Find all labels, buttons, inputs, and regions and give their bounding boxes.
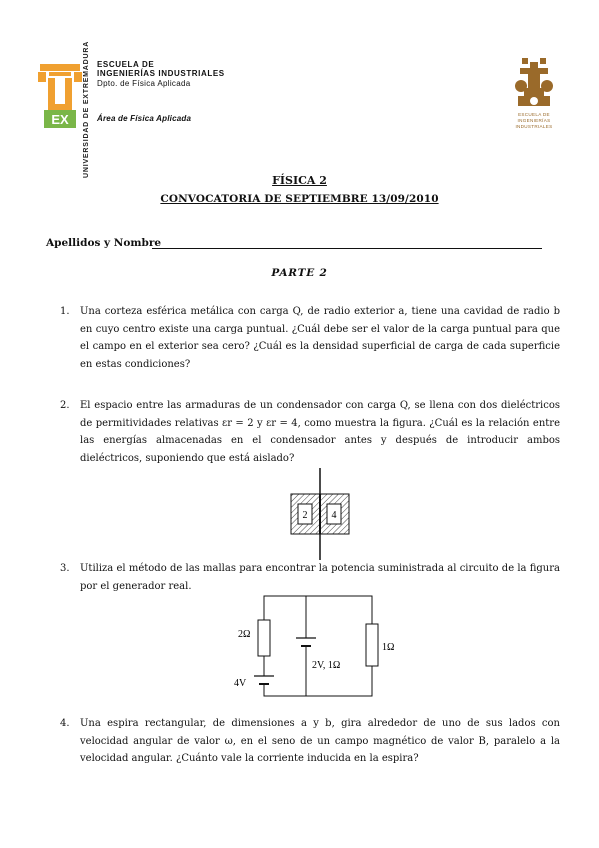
logo-ex-text: EX: [51, 112, 69, 127]
question-number: 1.: [60, 306, 70, 317]
question-4: [60, 715, 560, 768]
school-logo: [510, 56, 558, 136]
university-vertical-label: UNIVERSIDAD DE EXTREMADURA: [83, 40, 90, 178]
school-name: [97, 60, 225, 78]
source-left-label: 4V: [234, 678, 247, 689]
school-logo-text-3: INDUSTRIALES: [515, 124, 553, 129]
question-1: [60, 303, 560, 373]
exam-title: CONVOCATORIA DE SEPTIEMBRE 13/09/2010: [160, 193, 439, 205]
question-2: [60, 397, 560, 467]
school-name-line1: ESCUELA DE: [97, 60, 155, 69]
area-name: Área de Física Aplicada: [97, 114, 192, 123]
question-text: Una corteza esférica metálica con carga Q, de radio exterior a, tiene una cavidad de radio b en cuyo centro existe una carga puntual. ¿Cuál debe ser el valor de la carga puntual para que el campo en el exterior sea cero? ¿Cuál es la densidad superficial de carga de cada superficie en estas condiciones?: [80, 306, 560, 370]
name-field-line[interactable]: [152, 248, 542, 249]
question-number: 2.: [60, 400, 70, 411]
question-text: El espacio entre las armaduras de un condensador con carga Q, se llena con dos dieléctricos de permitividades relativas εr = 2 y εr = 4, como muestra la figura. ¿Cuál es la relación entre las energías almacenadas en el condensador antes y después de introducir ambos dieléctricos, suponiendo que está aislado?: [80, 400, 560, 464]
capacitor-figure: [285, 468, 355, 560]
circuit-figure: [232, 590, 412, 702]
source-middle-label: 2V, 1Ω: [312, 660, 341, 671]
dielectric-left-label: 2: [302, 510, 308, 521]
question-number: 4.: [60, 718, 70, 729]
university-logo: [38, 60, 82, 130]
resistor-left-label: 2Ω: [238, 629, 251, 640]
school-name-line2: INGENIERÍAS INDUSTRIALES: [97, 69, 225, 78]
subject-title: FÍSICA 2: [272, 174, 327, 187]
name-field-label: Apellidos y Nombre: [46, 237, 162, 249]
school-logo-text-2: INGENIERÍAS: [517, 118, 551, 123]
part-heading: PARTE 2: [271, 267, 328, 279]
question-text: Una espira rectangular, de dimensiones a y b, gira alrededor de uno de sus lados con velocidad angular de valor ω, en el seno de un campo magnético de valor B, paralelo a la velocidad angular. ¿Cuánto vale la corriente inducida en la espira?: [80, 718, 560, 764]
resistor-right-label: 1Ω: [382, 642, 395, 653]
department-name: Dpto. de Física Aplicada: [97, 79, 191, 88]
dielectric-right-label: 4: [331, 510, 337, 521]
school-logo-text-1: ESCUELA DE: [518, 112, 550, 117]
question-number: 3.: [60, 563, 70, 574]
question-text: Utiliza el método de las mallas para encontrar la potencia suministrada al circuito de la figura por el generador real.: [80, 563, 560, 592]
